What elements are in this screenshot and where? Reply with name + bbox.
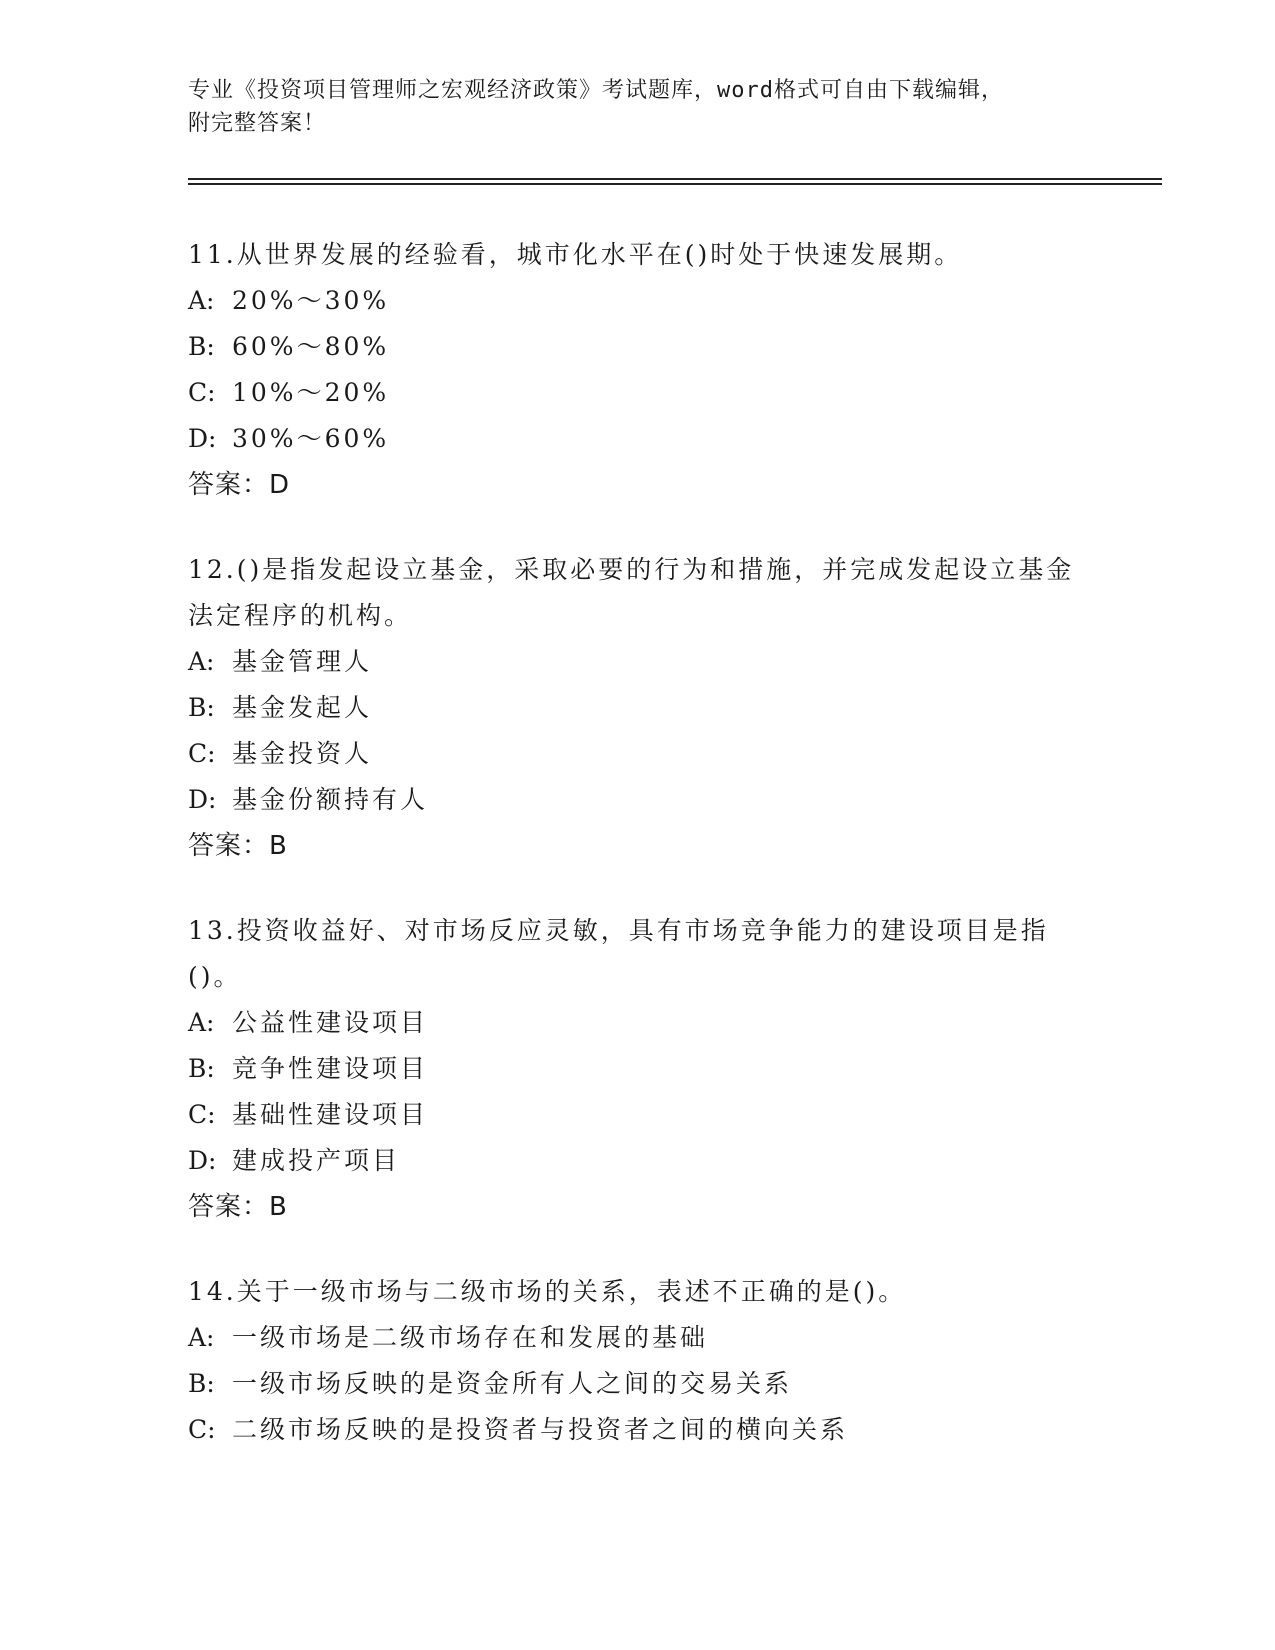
option-text: 基础性建设项目 xyxy=(232,1100,429,1129)
option-d xyxy=(188,777,1088,823)
option-text: 基金管理人 xyxy=(232,647,373,676)
option-label: C: xyxy=(188,739,216,768)
option-text: 一级市场是二级市场存在和发展的基础 xyxy=(232,1323,709,1352)
answer-line xyxy=(188,462,1088,508)
option-b xyxy=(188,324,1088,370)
option-label: C: xyxy=(188,1415,216,1444)
question-list xyxy=(188,232,1088,1492)
option-text: 建成投产项目 xyxy=(232,1146,401,1175)
option-b xyxy=(188,685,1088,731)
answer-line xyxy=(188,823,1088,869)
answer-line xyxy=(188,1184,1088,1230)
option-text: 60%～80% xyxy=(232,332,390,361)
header-rule-top xyxy=(188,178,1162,180)
document-header xyxy=(188,74,1088,140)
answer-prefix: 答案： xyxy=(188,1192,270,1222)
option-text: 30%～60% xyxy=(232,424,390,453)
option-text: 竞争性建设项目 xyxy=(232,1054,429,1083)
option-label: B: xyxy=(188,1054,215,1083)
question-stem: 12.()是指发起设立基金，采取必要的行为和措施，并完成发起设立基金法定程序的机构。 xyxy=(188,555,1075,630)
option-label: B: xyxy=(188,332,215,361)
question-12 xyxy=(188,547,1088,869)
answer-prefix: 答案： xyxy=(188,831,270,861)
option-label: D: xyxy=(188,424,217,453)
option-label: D: xyxy=(188,785,217,814)
option-label: A: xyxy=(188,1323,215,1352)
option-c xyxy=(188,731,1088,777)
question-stem: 13.投资收益好、对市场反应灵敏，具有市场竞争能力的建设项目是指()。 xyxy=(188,916,1049,991)
option-label: C: xyxy=(188,1100,216,1129)
header-rule-bottom xyxy=(188,183,1162,185)
option-b xyxy=(188,1361,1088,1407)
question-13 xyxy=(188,908,1088,1230)
option-a xyxy=(188,639,1088,685)
header-line-1: 专业《投资项目管理师之宏观经济政策》考试题库，word格式可自由下载编辑， xyxy=(188,78,1004,103)
option-text: 20%～30% xyxy=(232,286,390,315)
option-label: B: xyxy=(188,693,215,722)
option-text: 基金投资人 xyxy=(232,739,373,768)
option-a xyxy=(188,1315,1088,1361)
option-c xyxy=(188,370,1088,416)
question-11 xyxy=(188,232,1088,508)
option-label: C: xyxy=(188,378,216,407)
option-d xyxy=(188,416,1088,462)
question-14 xyxy=(188,1269,1088,1453)
option-text: 公益性建设项目 xyxy=(232,1008,429,1037)
option-b xyxy=(188,1046,1088,1092)
option-label: D: xyxy=(188,1146,217,1175)
option-d xyxy=(188,1138,1088,1184)
option-text: 一级市场反映的是资金所有人之间的交易关系 xyxy=(232,1369,793,1398)
option-c xyxy=(188,1092,1088,1138)
answer-prefix: 答案： xyxy=(188,470,270,500)
answer-value: B xyxy=(269,1192,288,1222)
option-text: 10%～20% xyxy=(232,378,390,407)
question-stem: 14.关于一级市场与二级市场的关系，表述不正确的是()。 xyxy=(188,1277,907,1306)
option-label: A: xyxy=(188,1008,215,1037)
option-text: 基金发起人 xyxy=(232,693,373,722)
option-label: A: xyxy=(188,286,215,315)
header-line-2: 附完整答案！ xyxy=(188,111,327,136)
option-label: A: xyxy=(188,647,215,676)
option-c xyxy=(188,1407,1088,1453)
answer-value: B xyxy=(269,831,288,861)
option-a xyxy=(188,278,1088,324)
question-stem: 11.从世界发展的经验看，城市化水平在()时处于快速发展期。 xyxy=(188,240,963,269)
option-a xyxy=(188,1000,1088,1046)
option-label: B: xyxy=(188,1369,215,1398)
option-text: 二级市场反映的是投资者与投资者之间的横向关系 xyxy=(232,1415,849,1444)
answer-value: D xyxy=(269,470,291,500)
option-text: 基金份额持有人 xyxy=(232,785,429,814)
